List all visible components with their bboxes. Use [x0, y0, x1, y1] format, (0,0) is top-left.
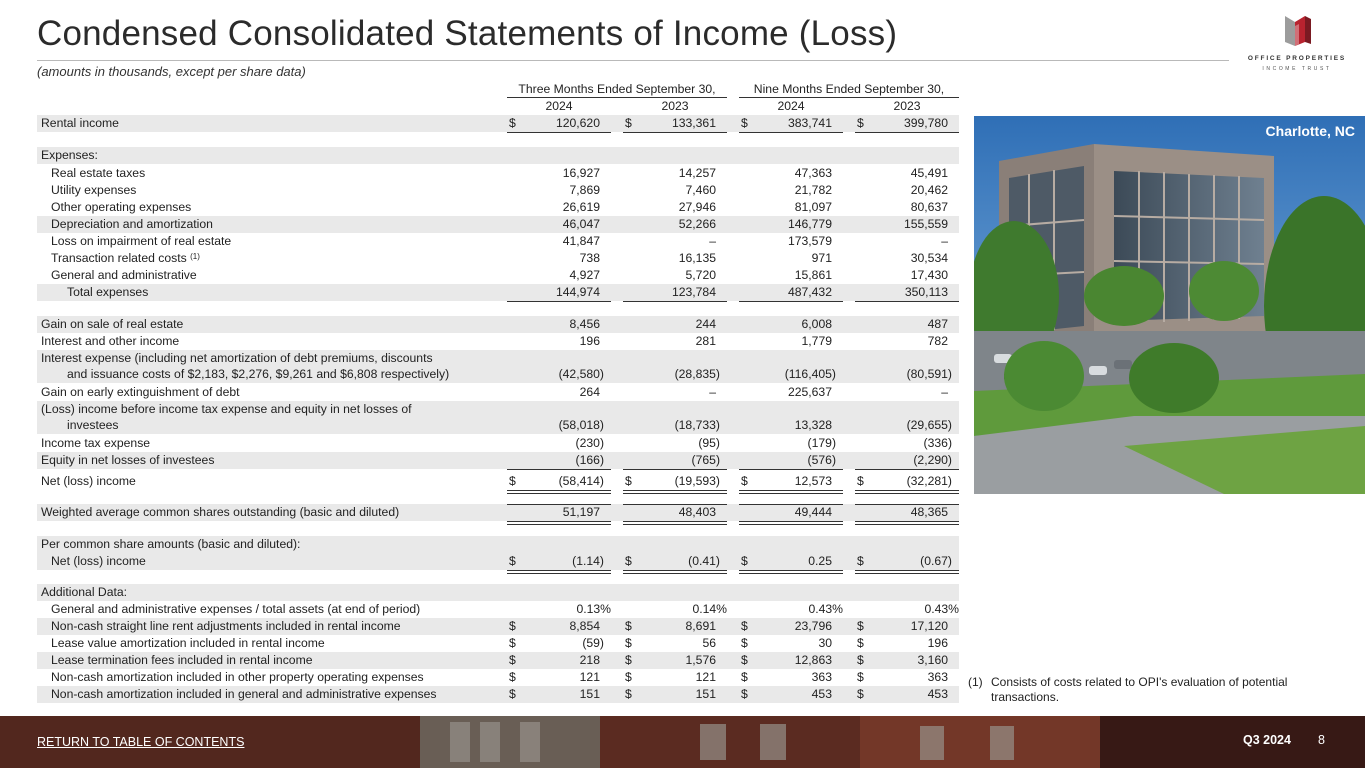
- footnote-marker: (1): [968, 675, 983, 689]
- logo-mark-icon: [1285, 14, 1311, 46]
- table-row: [37, 350, 959, 383]
- table-cell: (42,580): [558, 367, 604, 381]
- row-label-continued: investees: [67, 418, 119, 432]
- table-cell: (28,835): [674, 367, 720, 381]
- table-cell: –: [709, 234, 716, 248]
- footnote-reference: (1): [190, 252, 200, 261]
- table-cell: 218: [579, 653, 600, 667]
- total-double-rule: [739, 573, 843, 574]
- table-cell: 30: [818, 636, 832, 650]
- table-row: [37, 250, 959, 267]
- dollar-sign: $: [509, 474, 516, 488]
- table-cell: 196: [579, 334, 600, 348]
- table-cell: 26,619: [562, 200, 600, 214]
- table-cell: 487,432: [787, 285, 832, 299]
- table-cell: 7,869: [569, 183, 600, 197]
- table-cell: 281: [695, 334, 716, 348]
- table-cell: 8,854: [569, 619, 600, 633]
- row-label: Utility expenses: [51, 183, 137, 197]
- table-row: [37, 182, 959, 199]
- table-cell: 80,637: [910, 200, 948, 214]
- table-cell: (0.41): [688, 554, 720, 568]
- dollar-sign: $: [857, 619, 864, 633]
- table-cell: 244: [695, 317, 716, 331]
- title-divider: [37, 60, 1229, 61]
- table-cell: 21,782: [794, 183, 832, 197]
- total-double-rule: [507, 570, 611, 571]
- table-cell: 81,097: [794, 200, 832, 214]
- table-row: [37, 584, 959, 601]
- total-double-rule: [855, 493, 959, 494]
- total-double-rule: [507, 493, 611, 494]
- row-label: Gain on early extinguishment of debt: [41, 385, 240, 399]
- subtotal-rule: [507, 469, 611, 470]
- dollar-sign: $: [509, 653, 516, 667]
- dollar-sign: $: [625, 687, 632, 701]
- table-cell: 350,113: [904, 285, 948, 299]
- table-cell: 0.14%: [692, 602, 727, 616]
- total-double-rule: [855, 570, 959, 571]
- dollar-sign: $: [741, 636, 748, 650]
- table-cell: 399,780: [903, 116, 948, 130]
- dollar-sign: $: [509, 116, 516, 130]
- table-cell: 196: [927, 636, 948, 650]
- table-row: [37, 165, 959, 182]
- table-row: [37, 216, 959, 233]
- row-label: Gain on sale of real estate: [41, 317, 184, 331]
- row-label: Lease termination fees included in rental income: [51, 653, 313, 667]
- table-cell: 41,847: [562, 234, 600, 248]
- dollar-sign: $: [741, 670, 748, 684]
- subtotal-rule: [855, 132, 959, 133]
- subtotal-rule: [855, 301, 959, 302]
- table-row: [37, 669, 959, 686]
- table-cell: 0.25: [808, 554, 832, 568]
- table-cell: 48,365: [910, 505, 948, 519]
- footnote-text: Consists of costs related to OPI's evaluation of potential transactions.: [991, 675, 1288, 704]
- subtotal-rule: [739, 132, 843, 133]
- table-cell: (765): [691, 453, 720, 467]
- total-double-rule: [739, 493, 843, 494]
- table-cell: 487: [927, 317, 948, 331]
- row-label-continued: and issuance costs of $2,183, $2,276, $9,261 and $6,808 respectively): [67, 367, 450, 381]
- dollar-sign: $: [857, 670, 864, 684]
- table-cell: 16,135: [678, 251, 716, 265]
- dollar-sign: $: [741, 653, 748, 667]
- table-row: [37, 473, 959, 490]
- row-label: Per common share amounts (basic and diluted):: [41, 537, 301, 551]
- table-cell: 23,796: [794, 619, 832, 633]
- table-cell: (19,593): [674, 474, 720, 488]
- table-cell: 144,974: [555, 285, 600, 299]
- total-double-rule: [623, 573, 727, 574]
- row-label: General and administrative expenses / total assets (at end of period): [51, 602, 421, 616]
- row-label: Expenses:: [41, 148, 98, 162]
- row-label: Weighted average common shares outstanding (basic and diluted): [41, 505, 400, 519]
- dollar-sign: $: [857, 636, 864, 650]
- table-row: [37, 504, 959, 521]
- table-cell: 15,861: [794, 268, 832, 282]
- total-double-rule: [855, 524, 959, 525]
- dollar-sign: $: [625, 653, 632, 667]
- total-double-rule: [507, 524, 611, 525]
- logo-tagline: INCOME TRUST: [1262, 66, 1332, 72]
- table-cell: 453: [811, 687, 832, 701]
- dollar-sign: $: [741, 116, 748, 130]
- header-year: 2024: [777, 99, 805, 113]
- table-cell: 7,460: [685, 183, 716, 197]
- table-cell: 363: [927, 670, 948, 684]
- table-cell: (59): [582, 636, 604, 650]
- header-rule: [507, 97, 727, 98]
- table-cell: 14,257: [678, 166, 716, 180]
- table-row: [37, 536, 959, 553]
- row-label: Rental income: [41, 116, 119, 130]
- table-row: [37, 686, 959, 703]
- total-double-rule: [507, 573, 611, 574]
- row-label: General and administrative: [51, 268, 197, 282]
- table-cell: (0.67): [920, 554, 952, 568]
- header-rule: [739, 97, 959, 98]
- table-cell: 45,491: [910, 166, 948, 180]
- dollar-sign: $: [509, 687, 516, 701]
- table-row: [37, 635, 959, 652]
- footer-quarter: Q3 2024: [1243, 733, 1291, 747]
- table-cell: 3,160: [917, 653, 948, 667]
- return-to-contents-link[interactable]: RETURN TO TABLE OF CONTENTS: [37, 735, 245, 749]
- table-cell: (32,281): [906, 474, 952, 488]
- office-building-image: [974, 116, 1365, 494]
- table-cell: (2,290): [913, 453, 952, 467]
- subtotal-rule: [855, 469, 959, 470]
- table-cell: 20,462: [910, 183, 948, 197]
- total-double-rule: [507, 490, 611, 491]
- row-label: Transaction related costs $^{(1)}$: [51, 251, 200, 265]
- row-label: Loss on impairment of real estate: [51, 234, 232, 248]
- table-cell: –: [709, 385, 716, 399]
- table-cell: 1,576: [685, 653, 716, 667]
- table-cell: 225,637: [787, 385, 832, 399]
- row-label: Non-cash amortization included in other property operating expenses: [51, 670, 424, 684]
- header-year: 2024: [545, 99, 573, 113]
- dollar-sign: $: [625, 619, 632, 633]
- table-cell: 121: [695, 670, 716, 684]
- total-double-rule: [739, 521, 843, 522]
- total-double-rule: [623, 493, 727, 494]
- table-row: [37, 267, 959, 284]
- dollar-sign: $: [857, 554, 864, 568]
- subtotal-rule: [507, 301, 611, 302]
- dollar-sign: $: [857, 116, 864, 130]
- table-cell: 0.13%: [576, 602, 611, 616]
- table-cell: 49,444: [794, 505, 832, 519]
- dollar-sign: $: [857, 474, 864, 488]
- table-row: [37, 233, 959, 250]
- table-cell: 51,197: [562, 505, 600, 519]
- subtotal-rule: [739, 301, 843, 302]
- table-cell: 8,456: [569, 317, 600, 331]
- table-cell: (58,018): [558, 418, 604, 432]
- subtotal-rule: [623, 469, 727, 470]
- table-cell: 5,720: [685, 268, 716, 282]
- table-cell: 6,008: [801, 317, 832, 331]
- dollar-sign: $: [509, 636, 516, 650]
- dollar-sign: $: [857, 687, 864, 701]
- photo-location-label: Charlotte, NC: [1265, 123, 1355, 139]
- table-cell: (80,591): [906, 367, 952, 381]
- company-logo: [1245, 14, 1349, 76]
- table-cell: 8,691: [685, 619, 716, 633]
- table-row: [37, 115, 959, 132]
- total-double-rule: [739, 524, 843, 525]
- dollar-sign: $: [741, 554, 748, 568]
- table-cell: 738: [579, 251, 600, 265]
- header-nine-months: Nine Months Ended September 30,: [753, 82, 945, 96]
- table-row: [37, 401, 959, 434]
- row-label: Non-cash straight line rent adjustments included in rental income: [51, 619, 401, 633]
- table-cell: 56: [702, 636, 716, 650]
- table-cell: 123,784: [671, 285, 716, 299]
- header-year: 2023: [661, 99, 689, 113]
- table-row: [37, 333, 959, 350]
- dollar-sign: $: [625, 636, 632, 650]
- table-cell: 782: [927, 334, 948, 348]
- row-label: Non-cash amortization included in general and administrative expenses: [51, 687, 437, 701]
- table-cell: 47,363: [794, 166, 832, 180]
- subtotal-rule: [623, 504, 727, 505]
- table-cell: 120,620: [555, 116, 600, 130]
- table-row: [37, 553, 959, 570]
- table-cell: 971: [811, 251, 832, 265]
- total-double-rule: [739, 490, 843, 491]
- dollar-sign: $: [741, 474, 748, 488]
- table-cell: (58,414): [558, 474, 604, 488]
- dollar-sign: $: [625, 554, 632, 568]
- table-row: [37, 316, 959, 333]
- dollar-sign: $: [509, 554, 516, 568]
- table-cell: 0.43%: [808, 602, 843, 616]
- total-double-rule: [507, 521, 611, 522]
- table-cell: 27,946: [678, 200, 716, 214]
- table-cell: 133,361: [671, 116, 716, 130]
- table-cell: 121: [579, 670, 600, 684]
- row-label: Equity in net losses of investees: [41, 453, 215, 467]
- logo-wordmark: OFFICE PROPERTIES: [1247, 55, 1347, 62]
- table-cell: 1,779: [801, 334, 832, 348]
- table-row: [37, 435, 959, 452]
- table-cell: (1.14): [572, 554, 604, 568]
- dollar-sign: $: [741, 687, 748, 701]
- total-double-rule: [623, 490, 727, 491]
- table-row: [37, 284, 959, 301]
- table-cell: –: [941, 385, 948, 399]
- table-cell: (95): [698, 436, 720, 450]
- subtotal-rule: [623, 301, 727, 302]
- table-cell: 12,573: [794, 474, 832, 488]
- row-label: Other operating expenses: [51, 200, 192, 214]
- header-three-months: Three Months Ended September 30,: [518, 82, 716, 96]
- table-cell: 12,863: [794, 653, 832, 667]
- table-cell: (29,655): [906, 418, 952, 432]
- footer-banner: [0, 716, 1365, 768]
- row-label: Net (loss) income: [51, 554, 146, 568]
- dollar-sign: $: [625, 116, 632, 130]
- row-label: Total expenses: [67, 285, 149, 299]
- dollar-sign: $: [741, 619, 748, 633]
- table-cell: (576): [807, 453, 836, 467]
- table-cell: 0.43%: [924, 602, 959, 616]
- table-cell: 264: [579, 385, 600, 399]
- table-row: [37, 601, 959, 618]
- table-cell: 453: [927, 687, 948, 701]
- table-cell: 155,559: [903, 217, 948, 231]
- total-double-rule: [739, 570, 843, 571]
- dollar-sign: $: [625, 474, 632, 488]
- table-row: [37, 452, 959, 469]
- row-label: Lease value amortization included in rental income: [51, 636, 325, 650]
- dollar-sign: $: [625, 670, 632, 684]
- subtotal-rule: [623, 132, 727, 133]
- subtotal-rule: [739, 469, 843, 470]
- table-cell: 16,927: [562, 166, 600, 180]
- table-cell: (116,405): [784, 367, 836, 381]
- table-cell: 17,430: [910, 268, 948, 282]
- row-label: Depreciation and amortization: [51, 217, 213, 231]
- table-cell: 173,579: [787, 234, 832, 248]
- table-row: [37, 199, 959, 216]
- table-row: [37, 147, 959, 164]
- table-row: [37, 384, 959, 401]
- table-cell: (166): [575, 453, 604, 467]
- table-cell: 46,047: [562, 217, 600, 231]
- table-cell: 151: [579, 687, 600, 701]
- dollar-sign: $: [857, 653, 864, 667]
- table-cell: –: [941, 234, 948, 248]
- total-double-rule: [623, 521, 727, 522]
- table-cell: 363: [811, 670, 832, 684]
- table-cell: (18,733): [674, 418, 720, 432]
- subtotal-rule: [739, 504, 843, 505]
- row-label: Net (loss) income: [41, 474, 136, 488]
- table-cell: 146,779: [787, 217, 832, 231]
- subtotal-rule: [507, 132, 611, 133]
- row-label: (Loss) income before income tax expense and equity in net losses of: [41, 402, 412, 416]
- row-label: Interest expense (including net amortization of debt premiums, discounts: [41, 351, 433, 365]
- row-label: Real estate taxes: [51, 166, 146, 180]
- dollar-sign: $: [509, 670, 516, 684]
- total-double-rule: [855, 521, 959, 522]
- table-cell: 30,534: [910, 251, 948, 265]
- table-cell: 48,403: [678, 505, 716, 519]
- header-year: 2023: [893, 99, 921, 113]
- table-cell: 151: [695, 687, 716, 701]
- page-number: 8: [1318, 733, 1325, 747]
- table-cell: 4,927: [569, 268, 600, 282]
- total-double-rule: [623, 524, 727, 525]
- page-title: Condensed Consolidated Statements of Income (Loss): [37, 14, 898, 53]
- page-subtitle: (amounts in thousands, except per share data): [37, 64, 306, 79]
- total-double-rule: [855, 490, 959, 491]
- table-row: [37, 652, 959, 669]
- table-cell: 52,266: [678, 217, 716, 231]
- dollar-sign: $: [509, 619, 516, 633]
- row-label: Interest and other income: [41, 334, 180, 348]
- table-cell: (336): [923, 436, 952, 450]
- table-row: [37, 618, 959, 635]
- table-cell: (230): [575, 436, 604, 450]
- table-cell: 13,328: [794, 418, 832, 432]
- total-double-rule: [623, 570, 727, 571]
- subtotal-rule: [855, 504, 959, 505]
- table-cell: 383,741: [787, 116, 832, 130]
- table-cell: (179): [807, 436, 836, 450]
- property-photo: [974, 116, 1365, 494]
- subtotal-rule: [507, 504, 611, 505]
- row-label: Additional Data:: [41, 585, 128, 599]
- table-cell: 17,120: [910, 619, 948, 633]
- row-label: Income tax expense: [41, 436, 151, 450]
- total-double-rule: [855, 573, 959, 574]
